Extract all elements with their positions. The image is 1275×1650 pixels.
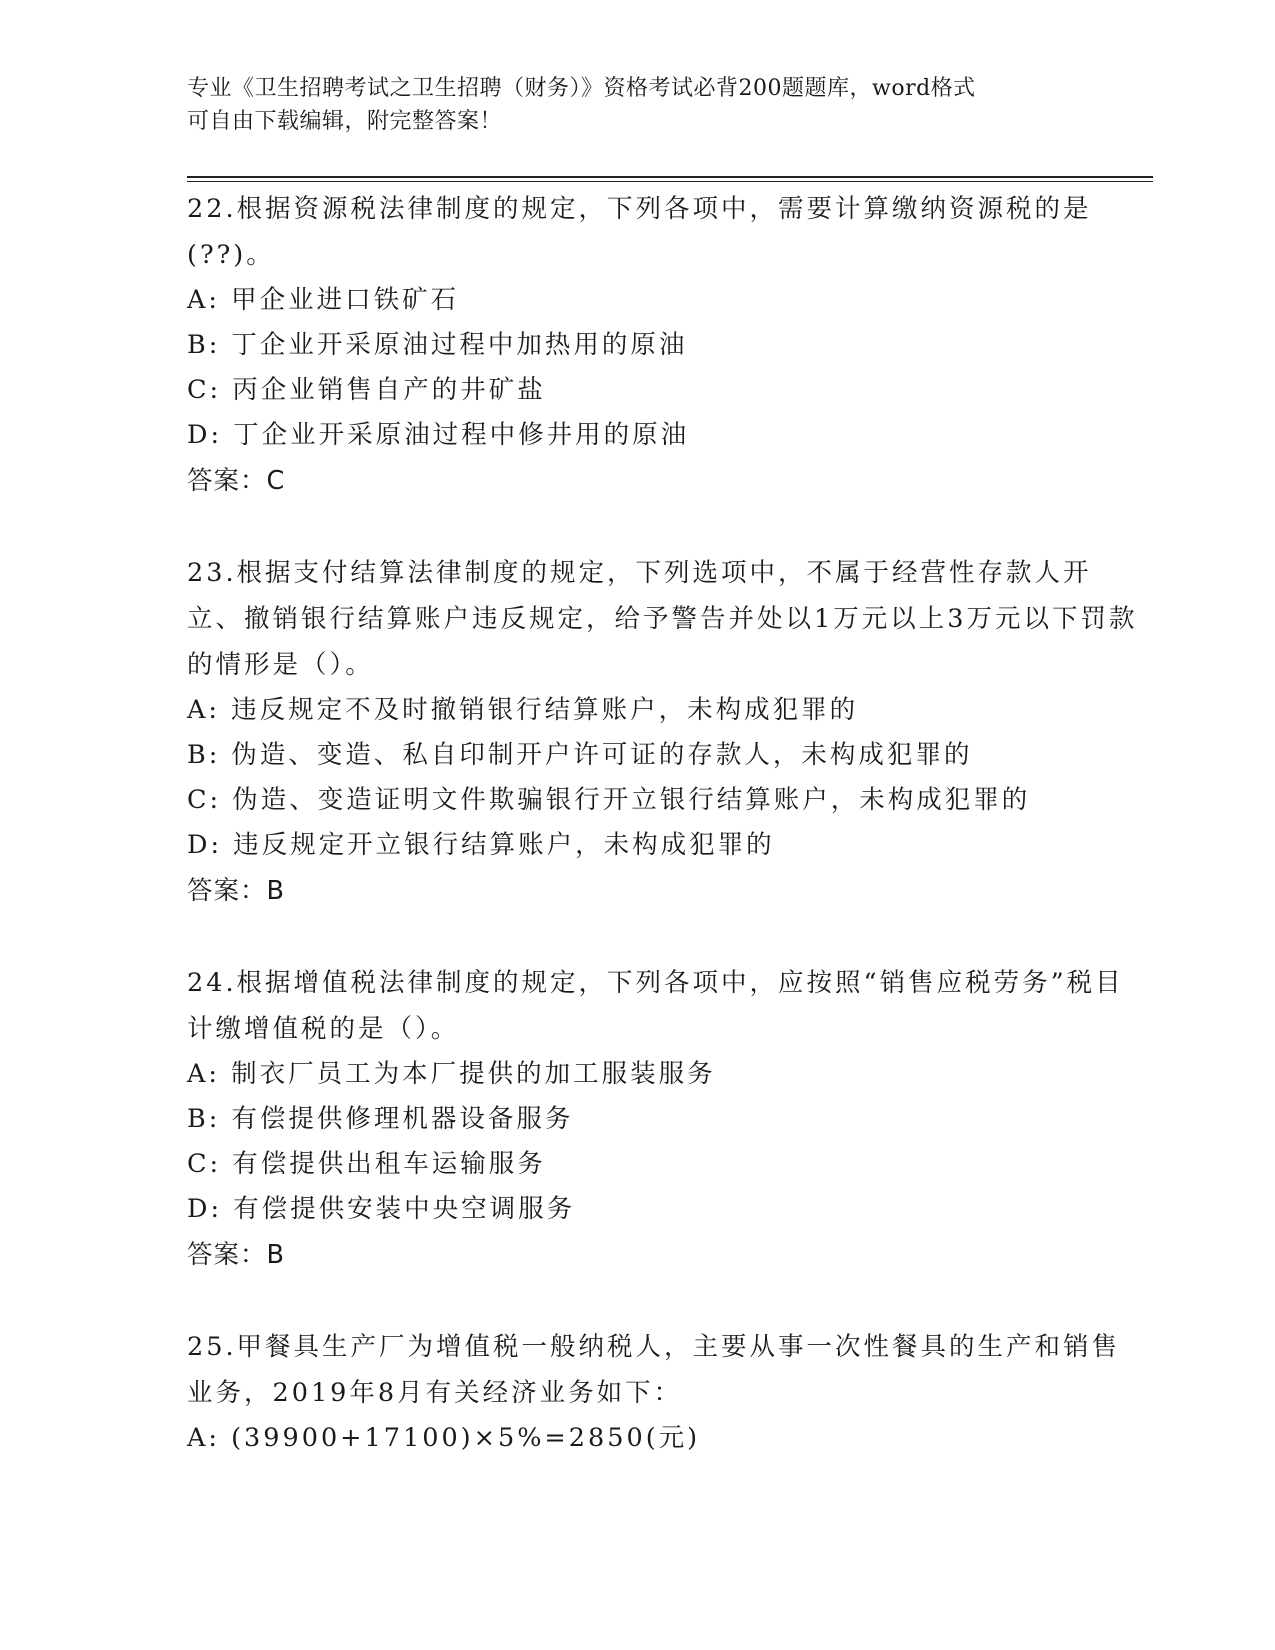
document-header	[187, 72, 1067, 138]
option-c: C: 丙企业销售自产的井矿盐	[187, 375, 546, 405]
answer: 答案：C	[187, 466, 286, 496]
header-divider-thick	[187, 176, 1153, 178]
question-stem: 24.根据增值税法律制度的规定，下列各项中，应按照“销售应税劳务”税目计缴增值税的是（）。	[187, 968, 1124, 1044]
option-a: A: 甲企业进口铁矿石	[187, 285, 460, 315]
option-b: B: 伪造、变造、私自印制开户许可证的存款人，未构成犯罪的	[187, 740, 973, 770]
answer: 答案：B	[187, 1240, 285, 1270]
spacer	[187, 504, 1147, 550]
spacer	[187, 1278, 1147, 1324]
question-stem: 25.甲餐具生产厂为增值税一般纳税人，主要从事一次性餐具的生产和销售业务，2019年8月有关经济业务如下：	[187, 1332, 1121, 1408]
question-22	[187, 186, 1147, 504]
header-line-1: 专业《卫生招聘考试之卫生招聘（财务）》资格考试必背200题题库，word格式	[187, 76, 976, 101]
question-stem: 22.根据资源税法律制度的规定，下列各项中，需要计算缴纳资源税的是(??)。	[187, 194, 1092, 270]
header-divider-thin	[187, 181, 1153, 182]
option-b: B: 丁企业开采原油过程中加热用的原油	[187, 330, 688, 360]
question-24	[187, 960, 1147, 1278]
option-c: C: 伪造、变造证明文件欺骗银行开立银行结算账户，未构成犯罪的	[187, 785, 1031, 815]
option-a: A: 违反规定不及时撤销银行结算账户，未构成犯罪的	[187, 695, 859, 725]
option-a: A: 制衣厂员工为本厂提供的加工服装服务	[187, 1059, 716, 1089]
option-c: C: 有偿提供出租车运输服务	[187, 1149, 546, 1179]
option-d: D: 有偿提供安装中央空调服务	[187, 1194, 576, 1224]
option-d: D: 违反规定开立银行结算账户，未构成犯罪的	[187, 830, 775, 860]
option-d: D: 丁企业开采原油过程中修井用的原油	[187, 420, 690, 450]
spacer	[187, 914, 1147, 960]
question-stem: 23.根据支付结算法律制度的规定，下列选项中，不属于经营性存款人开立、撤销银行结算账户违反规定，给予警告并处以1万元以上3万元以下罚款的情形是（）。	[187, 558, 1138, 680]
question-23	[187, 550, 1147, 914]
question-list	[187, 186, 1147, 1461]
header-line-2: 可自由下载编辑，附完整答案！	[187, 109, 503, 134]
option-b: B: 有偿提供修理机器设备服务	[187, 1104, 574, 1134]
question-25	[187, 1324, 1147, 1461]
option-a: A: (39900+17100)×5%=2850(元)	[187, 1423, 701, 1453]
answer: 答案：B	[187, 876, 285, 906]
